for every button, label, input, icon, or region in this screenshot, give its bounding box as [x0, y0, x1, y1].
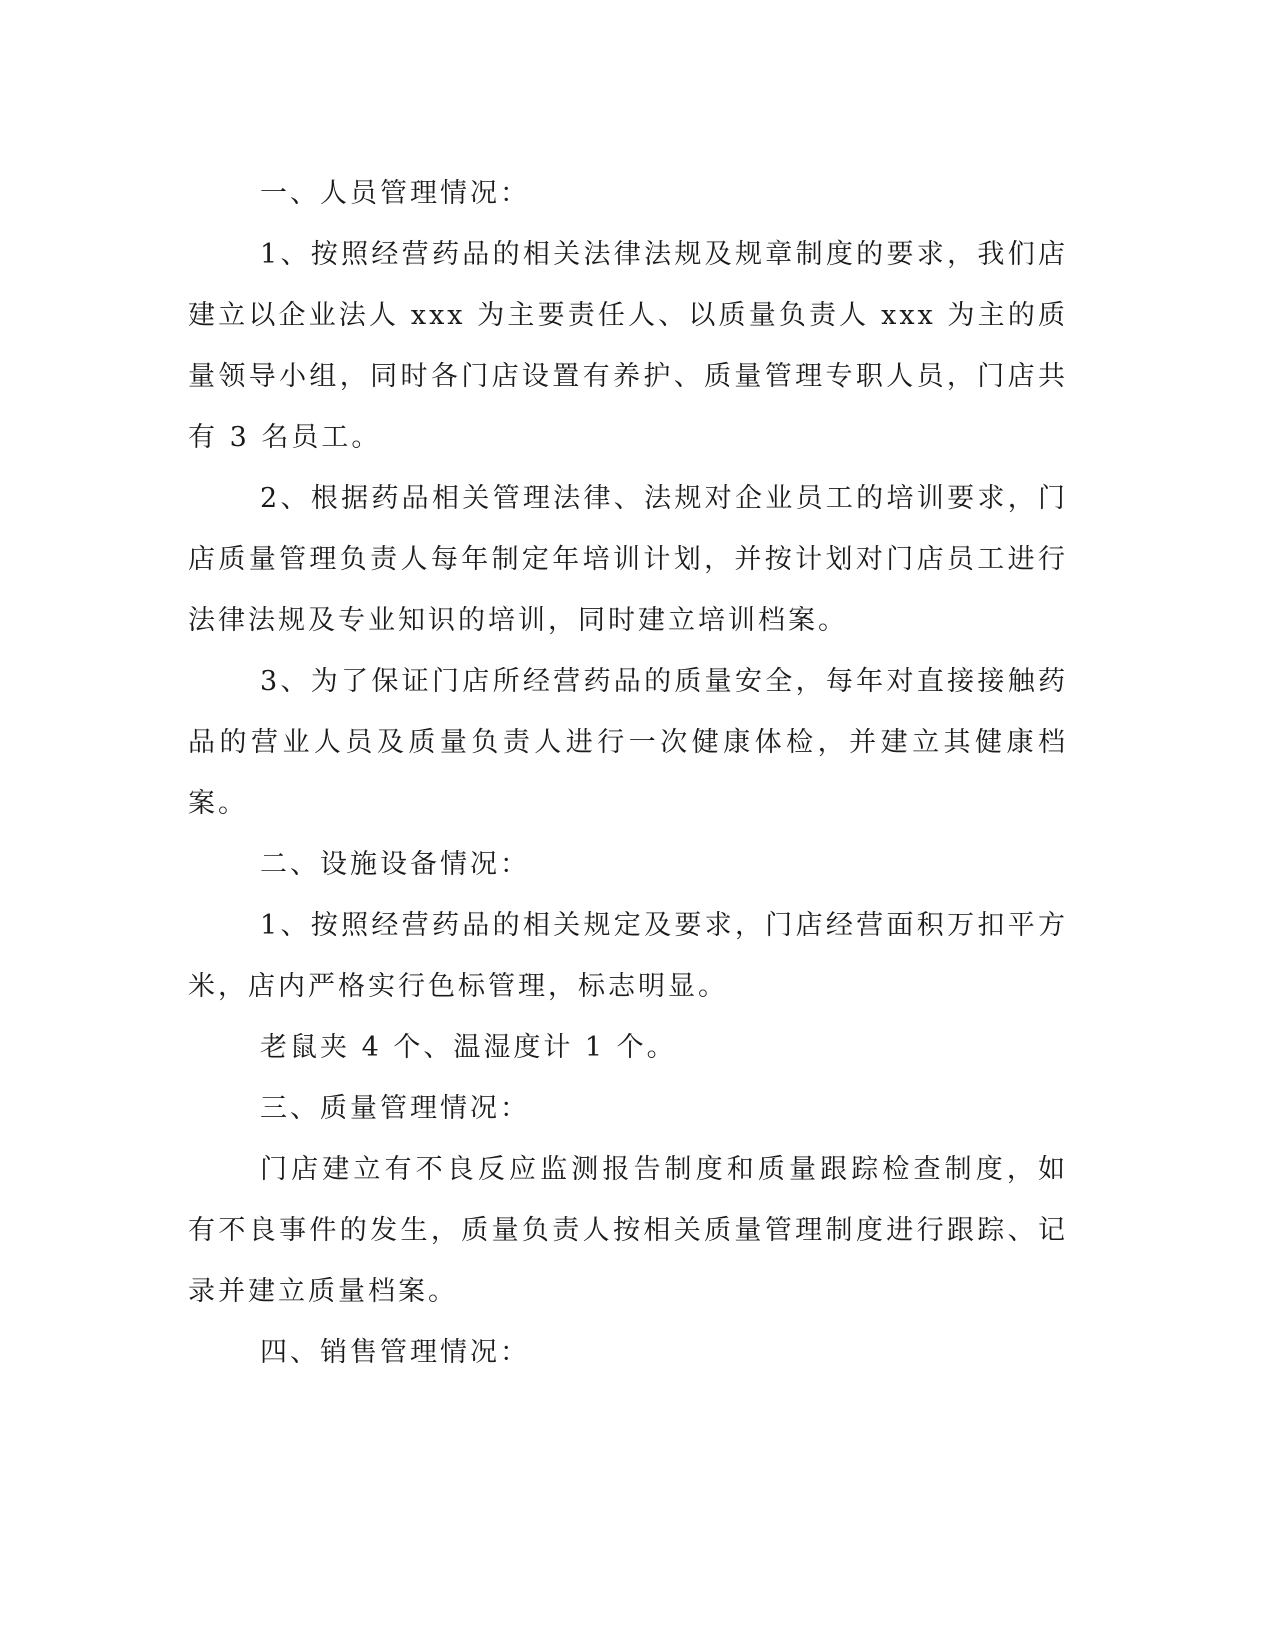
paragraph-facilities-1: 1、按照经营药品的相关规定及要求，门店经营面积万扣平方米，店内严格实行色标管理，标志明显。: [188, 910, 1068, 1002]
section-heading-quality: 三、质量管理情况：: [260, 1093, 530, 1124]
section-heading-sales: 四、销售管理情况：: [260, 1337, 530, 1368]
paragraph-quality-1: 门店建立有不良反应监测报告制度和质量跟踪检查制度，如有不良事件的发生，质量负责人按相关质量管理制度进行跟踪、记录并建立质量档案。: [188, 1154, 1068, 1307]
document-body: [188, 163, 1068, 1383]
section-heading-personnel: 一、人员管理情况：: [260, 178, 530, 209]
paragraph-personnel-2: 2、根据药品相关管理法律、法规对企业员工的培训要求，门店质量管理负责人每年制定年培训计划，并按计划对门店员工进行法律法规及专业知识的培训，同时建立培训档案。: [188, 483, 1068, 636]
paragraph-personnel-3: 3、为了保证门店所经营药品的质量安全，每年对直接接触药品的营业人员及质量负责人进行一次健康体检，并建立其健康档案。: [188, 666, 1068, 819]
paragraph-facilities-2: 老鼠夹 4 个、温湿度计 1 个。: [260, 1032, 677, 1063]
section-heading-facilities: 二、设施设备情况：: [260, 849, 530, 880]
paragraph-personnel-1: 1、按照经营药品的相关法律法规及规章制度的要求，我们店建立以企业法人 xxx 为主要责任人、以质量负责人 xxx 为主的质量领导小组，同时各门店设置有养护、质量管理专职人员，门店共有 3 名员工。: [188, 239, 1068, 453]
